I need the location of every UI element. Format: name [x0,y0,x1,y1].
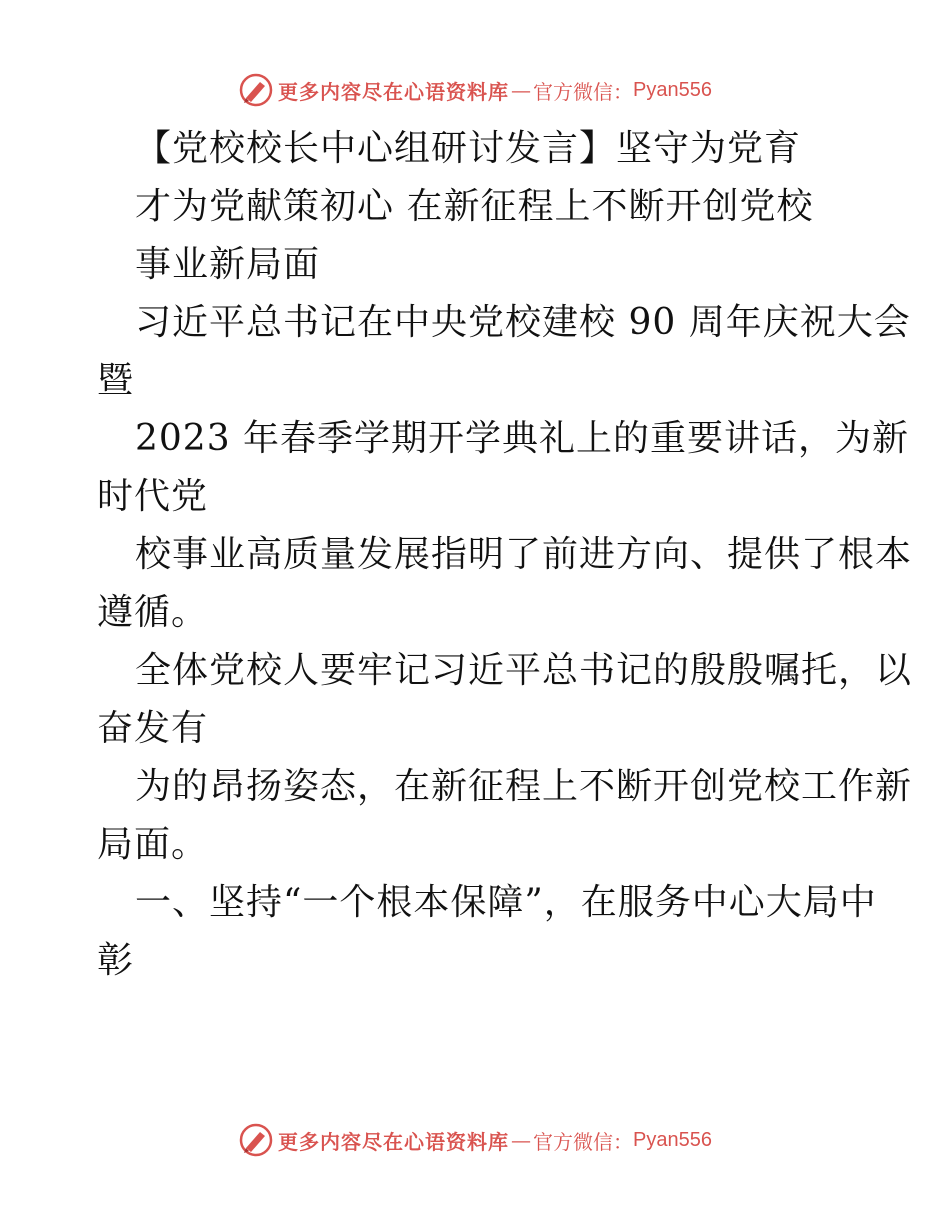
doc-paragraph-line: 习近平总书记在中央党校建校 90 周年庆祝大会 [135,302,911,343]
doc-paragraph-line: 为的昂扬姿态，在新征程上不断开创党校工作新 [135,766,913,807]
watermark-main-text: 更多内容尽在心语资料库 [278,79,510,104]
watermark-banner-bottom [0,1120,950,1160]
watermark-account: Pyan556 [633,1128,712,1151]
watermark-banner-top [0,70,950,110]
watermark-account: Pyan556 [633,78,712,101]
doc-title-line-2: 才为党献策初心 在新征程上不断开创党校 [135,186,814,227]
doc-paragraph-line: 2023 年春季学期开学典礼上的重要讲话，为新 [135,418,910,459]
doc-paragraph-line: 全体党校人要牢记习近平总书记的殷殷嘱托，以 [135,650,913,691]
doc-paragraph-line: 时代党 [97,476,209,517]
watermark-label: 官方微信： [533,79,634,104]
document-body [97,120,913,990]
doc-paragraph-line: 遵循。 [97,592,209,633]
doc-paragraph-line: 暨 [97,360,135,401]
watermark-separator: — [511,1128,532,1152]
watermark-main-text: 更多内容尽在心语资料库 [278,1129,510,1154]
doc-paragraph-line: 彰 [97,940,135,981]
doc-title-line-1: 【党校校长中心组研讨发言】坚守为党育 [135,128,802,169]
doc-section-heading: 一、坚持“一个根本保障”，在服务中心大局中 [135,882,877,923]
doc-paragraph-line: 局面。 [97,824,209,865]
pen-logo-icon [238,1122,274,1158]
doc-paragraph-line: 奋发有 [97,708,209,749]
doc-paragraph-line: 校事业高质量发展指明了前进方向、提供了根本 [135,534,913,575]
watermark-separator: — [511,78,532,102]
pen-logo-icon [238,72,274,108]
watermark-label: 官方微信： [533,1129,634,1154]
doc-title-line-3: 事业新局面 [135,244,321,285]
